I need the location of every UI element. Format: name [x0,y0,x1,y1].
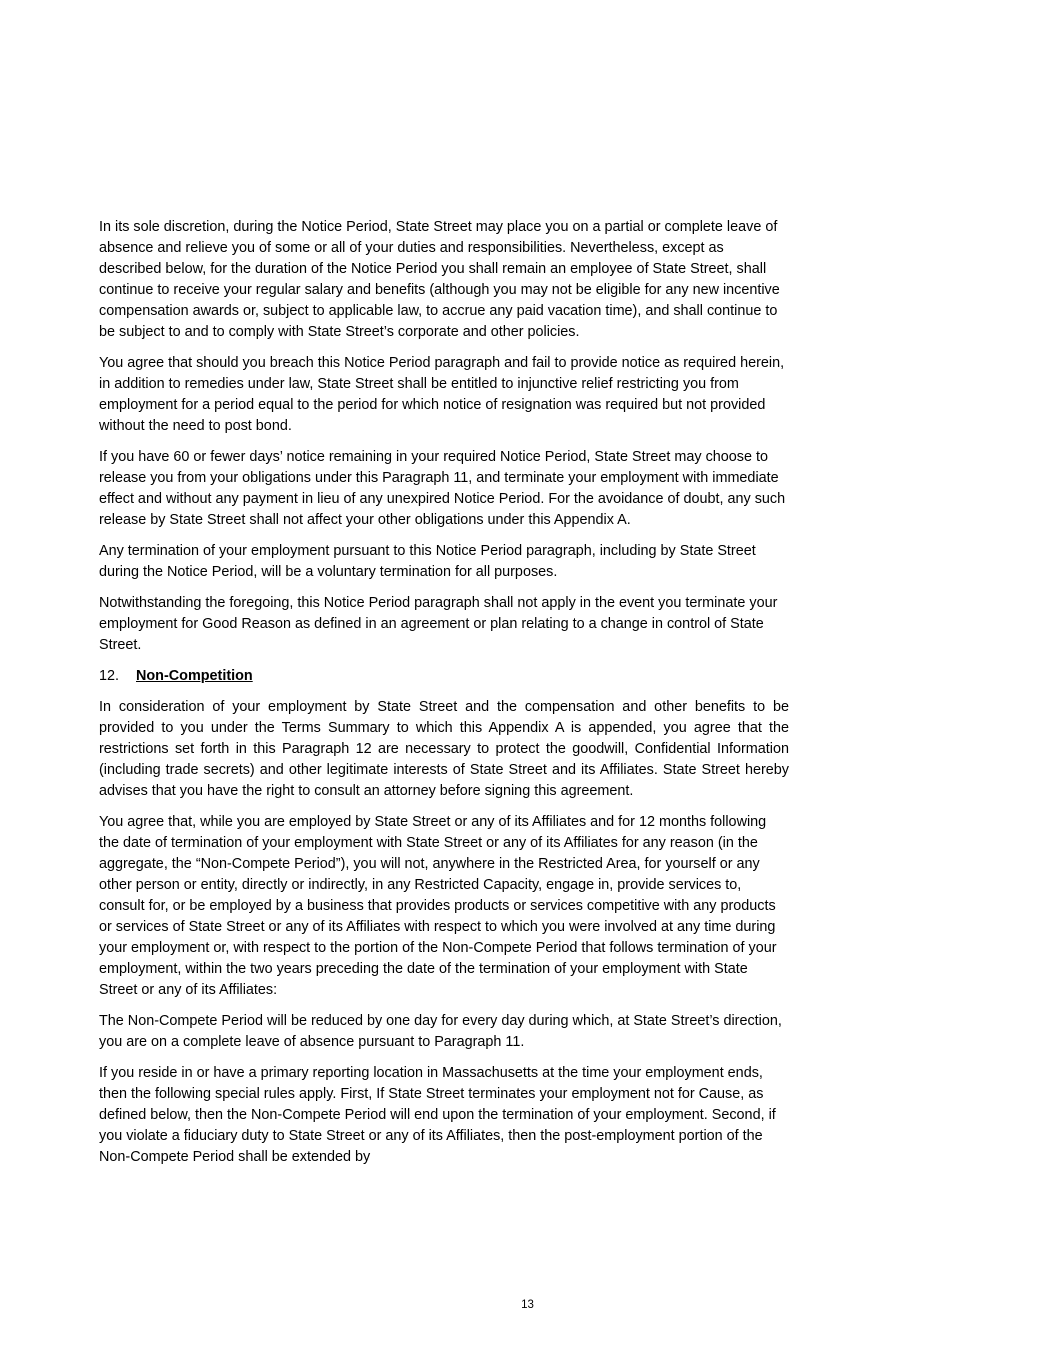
page-number: 13 [521,1299,534,1311]
paragraph-noncompete-massachusetts: If you reside in or have a primary reporting location in Massachusetts at the time your employment ends, then the following special rules apply. First, If State Street terminates your employment not for Cause, as defined below, then the Non-Compete Period will end upon the termination of your employment. Second, if you violate a fiduciary duty to State Street or any of its Affiliates, then the post-employment portion of the Non-Compete Period shall be extended by [99,1065,776,1165]
document-body [99,217,789,1178]
paragraph-noncompete-consideration: In consideration of your employment by State Street and the compensation and other benefits to be provided to you under the Terms Summary to which this Appendix A is appended, you agree that the restrictions set forth in this Paragraph 12 are necessary to protect the goodwill, Confidential Information (including trade secrets) and other legitimate interests of State Street and its Affiliates. State Street hereby advises that you have the right to consult an attorney before signing this agreement. [99,699,789,799]
paragraph-notice-good-reason: Notwithstanding the foregoing, this Notice Period paragraph shall not apply in the event you terminate your employment for Good Reason as defined in an agreement or plan relating to a change in control of State Street. [99,595,778,653]
paragraph-notice-release: If you have 60 or fewer days’ notice remaining in your required Notice Period, State Street may choose to release you from your obligations under this Paragraph 11, and terminate your employment with immediate effect and without any payment in lieu of any unexpired Notice Period. For the avoidance of doubt, any such release by State Street shall not affect your other obligations under this Appendix A. [99,449,786,528]
section-number: 12. [99,668,120,684]
section-heading [99,666,789,687]
paragraph-notice-breach: You agree that should you breach this Notice Period paragraph and fail to provide notice as required herein, in addition to remedies under law, State Street shall be entitled to injunctive relief restricting you from employment for a period equal to the period for which notice of resignation was required but not provided without the need to post bond. [99,355,785,434]
paragraph-noncompete-reduction: The Non-Compete Period will be reduced by one day for every day during which, at State Street’s direction, you are on a complete leave of absence pursuant to Paragraph 11. [99,1013,782,1050]
paragraph-notice-leave: In its sole discretion, during the Notice Period, State Street may place you on a partial or complete leave of absence and relieve you of some or all of your duties and responsibilities. Nevertheless, except as described below, for the duration of the Notice Period you shall remain an employee of State Street, shall continue to receive your regular salary and benefits (although you may not be eligible for any new incentive compensation awards or, subject to applicable law, to accrue any paid vacation time), and shall continue to be subject to and to comply with State Street’s corporate and other policies. [99,219,780,340]
paragraph-notice-voluntary: Any termination of your employment pursuant to this Notice Period paragraph, including by State Street during the Notice Period, will be a voluntary termination for all purposes. [99,543,756,580]
paragraph-noncompete-restriction: You agree that, while you are employed by State Street or any of its Affiliates and for 12 months following the date of termination of your employment with State Street or any of its Affiliates for any reason (in the aggregate, the “Non-Compete Period”), you will not, anywhere in the Restricted Area, for yourself or any other person or entity, directly or indirectly, in any Restricted Capacity, engage in, provide services to, consult for, or be employed by a business that provides products or services competitive with any products or services of State Street or any of its Affiliates with respect to which you were involved at any time during your employment or, with respect to the portion of the Non-Compete Period that follows termination of your employment, within the two years preceding the date of the termination of your employment with State Street or any of its Affiliates: [99,814,777,998]
section-title: Non-Competition [136,668,253,684]
